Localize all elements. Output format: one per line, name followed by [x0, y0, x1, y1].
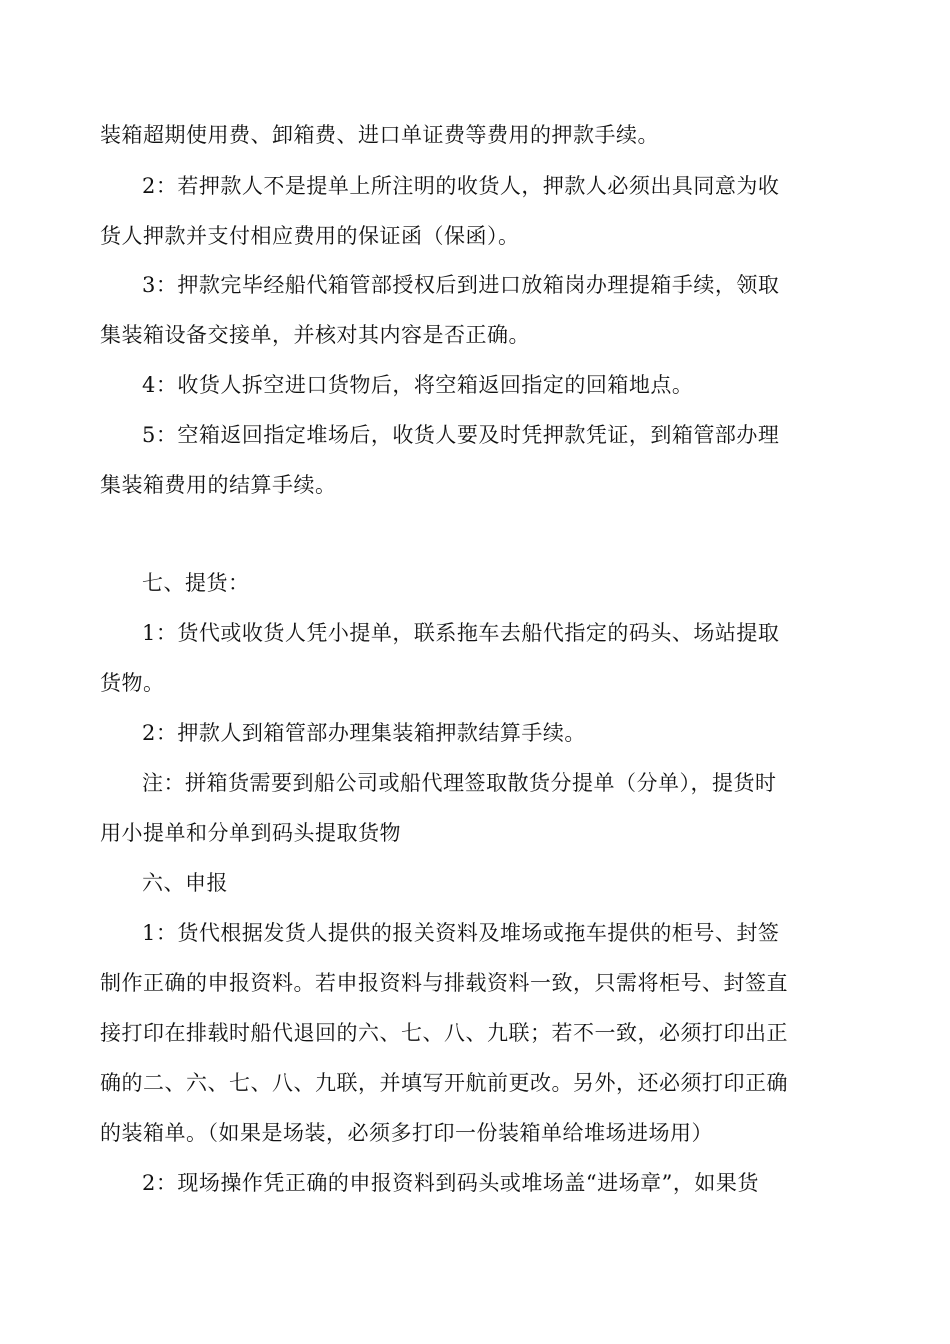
section-heading: 六、申报	[142, 871, 228, 895]
paragraph-line: 集装箱设备交接单，并核对其内容是否正确。	[100, 323, 530, 347]
paragraph-line: 确的二、六、七、八、九联，并填写开航前更改。另外，还必须打印正确	[100, 1071, 788, 1095]
note-line: 用小提单和分单到码头提取货物	[100, 821, 401, 845]
paragraph-line: 1：货代或收货人凭小提单，联系拖车去船代指定的码头、场站提取	[142, 621, 780, 645]
paragraph-line: 装箱超期使用费、卸箱费、进口单证费等费用的押款手续。	[100, 123, 659, 147]
paragraph-line: 货人押款并支付相应费用的保证函（保函）。	[100, 224, 520, 248]
paragraph-line: 3：押款完毕经船代箱管部授权后到进口放箱岗办理提箱手续，领取	[142, 273, 780, 297]
paragraph-line: 制作正确的申报资料。若申报资料与排载资料一致，只需将柜号、封签直	[100, 971, 788, 995]
paragraph-line: 1：货代根据发货人提供的报关资料及堆场或拖车提供的柜号、封签	[142, 921, 780, 945]
paragraph-line: 5：空箱返回指定堆场后，收货人要及时凭押款凭证，到箱管部办理	[142, 423, 780, 447]
paragraph-line: 货物。	[100, 671, 165, 695]
paragraph-line: 接打印在排载时船代退回的六、七、八、九联；若不一致，必须打印出正	[100, 1021, 788, 1045]
section-heading: 七、提货：	[142, 571, 250, 595]
paragraph-line: 2：押款人到箱管部办理集装箱押款结算手续。	[142, 721, 586, 745]
paragraph-line: 4：收货人拆空进口货物后，将空箱返回指定的回箱地点。	[142, 373, 694, 397]
paragraph-line: 集装箱费用的结算手续。	[100, 473, 337, 497]
paragraph-line: 2：若押款人不是提单上所注明的收货人，押款人必须出具同意为收	[142, 174, 780, 198]
note-line: 注：拼箱货需要到船公司或船代理签取散货分提单（分单），提货时	[142, 771, 777, 795]
paragraph-line: 的装箱单。（如果是场装，必须多打印一份装箱单给堆场进场用）	[100, 1121, 713, 1145]
paragraph-line: 2：现场操作凭正确的申报资料到码头或堆场盖“进场章”，如果货	[142, 1171, 759, 1195]
